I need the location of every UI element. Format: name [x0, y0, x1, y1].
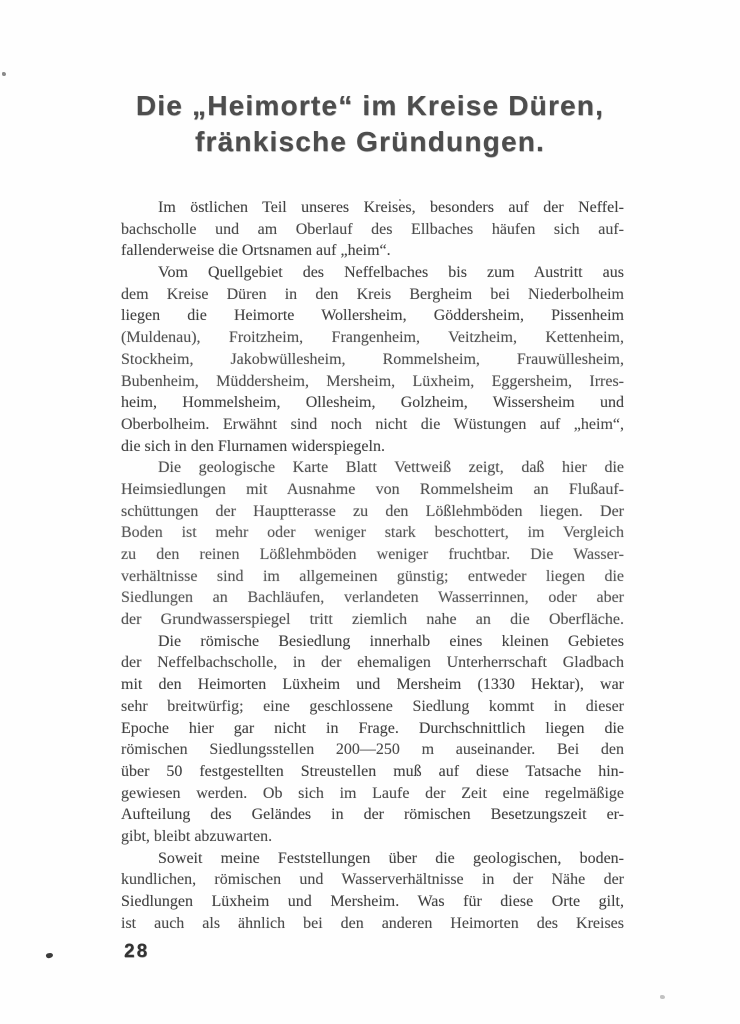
text-line: Stockheim, Jakobwüllesheim, Rommelsheim, Frauwüllesheim, — [121, 350, 624, 368]
text-line: verhältnisse sind im allgemeinen günstig; entweder liegen die — [121, 567, 624, 585]
text-line: Oberbolheim. Erwähnt sind noch nicht die Wüstungen auf „heim“, — [121, 415, 624, 433]
text-block — [121, 197, 624, 934]
ink-speck — [45, 952, 53, 959]
ink-speck — [2, 72, 6, 76]
text-line: bachscholle und am Oberlauf des Ellbaches häufen sich auf- — [121, 220, 624, 238]
ink-speck — [660, 995, 665, 999]
text-line: gewiesen werden. Ob sich im Laufe der Zeit eine regelmäßige — [121, 784, 624, 802]
text-line: Epoche hier gar nicht in Frage. Durchschnittlich liegen die — [121, 719, 624, 737]
text-line: Siedlungen Lüxheim und Mersheim. Was für diese Orte gilt, — [121, 893, 624, 910]
text-line: Vom Quellgebiet des Neffelbaches bis zum Austritt aus — [158, 264, 624, 282]
text-line: Die römische Besiedlung innerhalb eines kleinen Gebietes — [158, 632, 624, 650]
paragraph — [121, 848, 624, 935]
text-line: römischen Siedlungsstellen 200—250 m auseinander. Bei den — [121, 741, 624, 759]
text-line: zu den reinen Lößlehmböden weniger fruchtbar. Die Wasser- — [121, 546, 624, 563]
text-line: Boden ist mehr oder weniger stark beschottert, im Vergleich — [121, 524, 624, 542]
text-line: Soweit meine Feststellungen über die geologischen, boden- — [158, 849, 624, 867]
text-line: schüttungen der Hauptterasse zu den Lößlehmböden liegen. Der — [121, 502, 624, 520]
paragraph — [121, 262, 624, 457]
title-line-1: Die „Heimorte“ im Kreise Düren, — [135, 90, 605, 121]
text-line: Heimsiedlungen mit Ausnahme von Rommelsheim an Flußauf- — [121, 480, 624, 498]
paragraph — [121, 457, 624, 631]
text-line: Aufteilung des Geländes in der römischen Besetzungszeit er- — [121, 806, 624, 824]
text-line: dem Kreise Düren in den Kreis Bergheim bei Niederbolheim — [121, 285, 624, 303]
paragraph — [121, 197, 624, 262]
text-line: mit den Heimorten Lüxheim und Mersheim (1330 Hektar), war — [121, 676, 624, 694]
text-line: der Neffelbachscholle, in der ehemaligen Unterherrschaft Gladbach — [121, 654, 624, 672]
paragraph — [121, 631, 624, 848]
text-line: heim, Hommelsheim, Ollesheim, Golzheim, Wissersheim und — [121, 394, 624, 412]
text-line: der Grundwasserspiegel tritt ziemlich nahe an die Oberfläche. — [121, 611, 624, 629]
text-line: die sich in den Flurnamen widerspiegeln. — [121, 437, 385, 455]
text-line: über 50 festgestellten Streustellen muß auf diese Tatsache hin- — [121, 762, 624, 780]
document-title — [0, 88, 740, 160]
text-line: fallenderweise die Ortsnamen auf „heim“. — [121, 242, 391, 260]
text-line: Im östlichen Teil unseres Kreises, besonders auf der Neffel- — [158, 199, 624, 216]
page-number: 28 — [124, 941, 150, 962]
text-line: Die geologische Karte Blatt Vettweiß zeigt, daß hier die — [158, 459, 624, 477]
text-line: gibt, bleibt abzuwarten. — [121, 827, 273, 845]
title-line-2: fränkische Gründungen. — [195, 126, 545, 157]
text-line: sehr breitwürfig; eine geschlossene Siedlung kommt in dieser — [121, 697, 624, 715]
text-line: Bubenheim, Müddersheim, Mersheim, Lüxheim, Eggersheim, Irres- — [121, 372, 624, 390]
text-line: kundlichen, römischen und Wasserverhältnisse in der Nähe der — [121, 871, 624, 889]
text-line: liegen die Heimorte Wollersheim, Göddersheim, Pissenheim — [121, 307, 624, 325]
text-line: Siedlungen an Bachläufen, verlandeten Wasserrinnen, oder aber — [121, 589, 624, 607]
text-line: ist auch als ähnlich bei den anderen Heimorten des Kreises — [121, 914, 624, 932]
text-line: (Muldenau), Froitzheim, Frangenheim, Veitzheim, Kettenheim, — [121, 329, 624, 347]
